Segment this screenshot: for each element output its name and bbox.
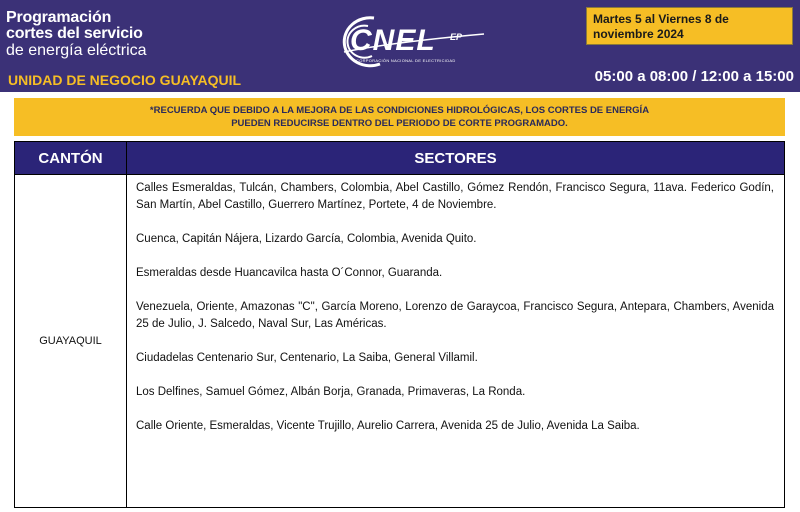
table-row xyxy=(15,175,785,508)
outage-table xyxy=(14,141,785,508)
logo-subtitle: CORPORACIÓN NACIONAL DE ELECTRICIDAD xyxy=(356,58,456,63)
sector-item: Esmeraldas desde Huancavilca hasta O´Connor, Guaranda. xyxy=(136,267,443,279)
sector-item: Ciudadelas Centenario Sur, Centenario, La Saiba, General Villamil. xyxy=(136,352,478,364)
title-block xyxy=(6,10,147,59)
canton-header: CANTÓN xyxy=(15,142,127,175)
business-unit-label: UNIDAD DE NEGOCIO GUAYAQUIL xyxy=(8,72,242,88)
sector-item: Los Delfines, Samuel Gómez, Albán Borja, Granada, Primaveras, La Ronda. xyxy=(136,386,526,398)
sectors-header: SECTORES xyxy=(127,142,785,175)
notice-line-1: *RECUERDA QUE DEBIDO A LA MEJORA DE LAS CONDICIONES HIDROLÓGICAS, LOS CORTES DE ENERGÍA xyxy=(149,105,650,116)
sector-item: Cuenca, Capitán Nájera, Lizardo García, Colombia, Avenida Quito. xyxy=(136,233,477,245)
title-line-1: Programación xyxy=(6,9,112,26)
table-header-row xyxy=(15,142,785,175)
canton-cell: GUAYAQUIL xyxy=(15,175,127,508)
sectors-cell xyxy=(127,175,785,508)
sector-item: Calles Esmeraldas, Tulcán, Chambers, Colombia, Abel Castillo, Gómez Rendón, Francisco Segura, 11ava. Federico Godín, San Martín, Abel Castillo, Guerrero Martínez, Portete, 4 de Noviembre. xyxy=(136,182,774,211)
sector-item: Venezuela, Oriente, Amazonas "C", García Moreno, Lorenzo de Garaycoa, Francisco Segura, Antepara, Chambers, Avenida 25 de Julio, J. Salcedo, Naval Sur, Las Américas. xyxy=(136,301,774,330)
logo-suffix: EP xyxy=(450,32,463,42)
notice-banner xyxy=(14,98,785,136)
outage-hours: 05:00 a 08:00 / 12:00 a 15:00 xyxy=(594,68,794,85)
date-range-box: Martes 5 al Viernes 8 de noviembre 2024 xyxy=(586,7,793,45)
header-banner xyxy=(0,0,800,92)
logo-word: CNEL xyxy=(350,24,436,57)
notice-line-2: PUEDEN REDUCIRSE DENTRO DEL PERIODO DE CORTE PROGRAMADO. xyxy=(231,118,568,129)
title-line-3: de energía eléctrica xyxy=(6,42,147,59)
cnel-logo xyxy=(334,12,494,68)
title-line-2: cortes del servicio xyxy=(6,25,143,42)
sector-item: Calle Oriente, Esmeraldas, Vicente Trujillo, Aurelio Carrera, Avenida 25 de Julio, Avenida La Saiba. xyxy=(136,420,640,432)
